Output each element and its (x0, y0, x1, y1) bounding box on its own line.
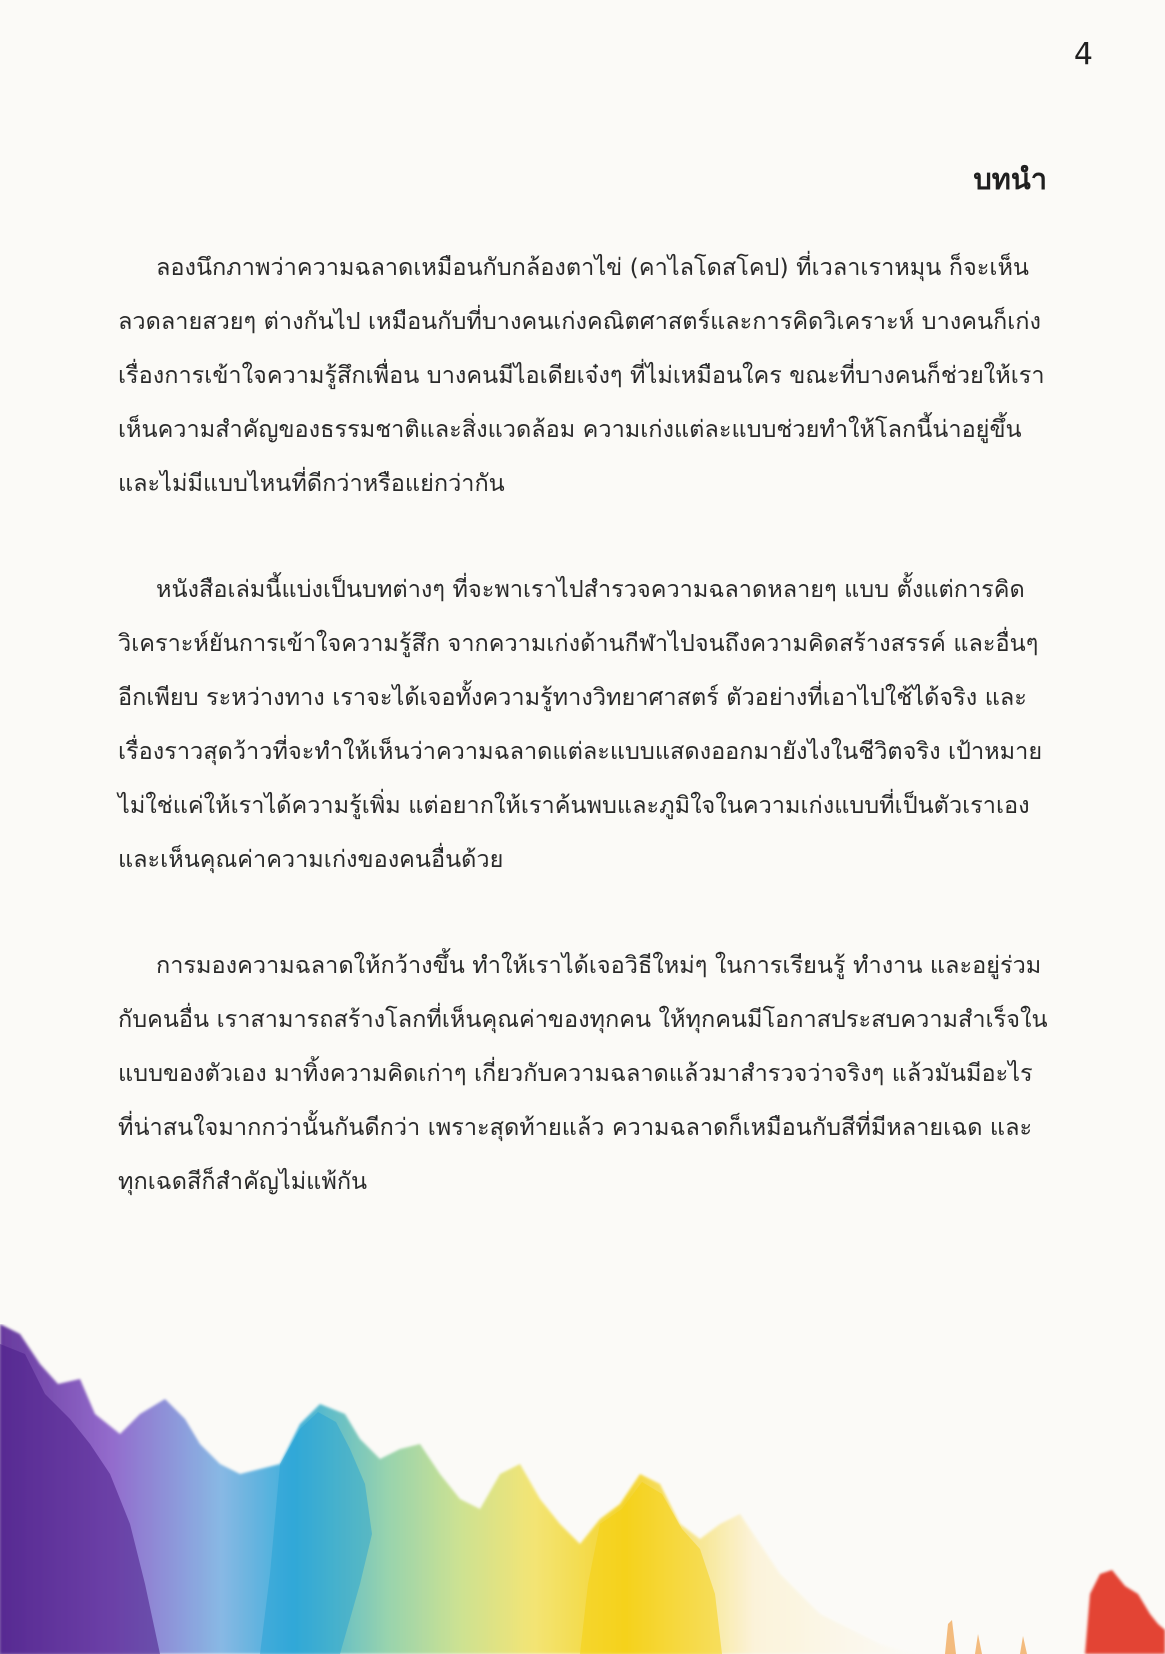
body-text (118, 240, 1048, 1260)
watercolor-decoration (0, 1324, 1165, 1654)
chapter-title: บทนำ (973, 162, 1047, 196)
watercolor-red-splash (1085, 1570, 1165, 1654)
paragraph-3: การมองความฉลาดให้กว้างขึ้น ทำให้เราได้เจอวิธีใหม่ๆ ในการเรียนรู้ ทำงาน และอยู่ร่วมกับคนอื่น เราสามารถสร้างโลกที่เห็นคุณค่าของทุกคน ให้ทุกคนมีโอกาสประสบความสำเร็จในแบบของตัวเอง มาทิ้งความคิดเก่าๆ เกี่ยวกับความฉลาดแล้วมาสำรวจว่าจริงๆ แล้วมันมีอะไรที่น่าสนใจมากกว่านั้นกันดีกว่า เพราะสุดท้ายแล้ว ความฉลาดก็เหมือนกับสีที่มีหลายเฉด และทุกเฉดสีก็สำคัญไม่แพ้กัน (118, 951, 1048, 1195)
watercolor-orange-drip (945, 1620, 1027, 1654)
page-number: 4 (1073, 37, 1093, 72)
paragraph-2: หนังสือเล่มนี้แบ่งเป็นบทต่างๆ ที่จะพาเราไปสำรวจความฉลาดหลายๆ แบบ ตั้งแต่การคิดวิเคราะห์ยันการเข้าใจความรู้สึก จากความเก่งด้านกีฬาไปจนถึงความคิดสร้างสรรค์ และอื่นๆ อีกเพียบ ระหว่างทาง เราจะได้เจอทั้งความรู้ทางวิทยาศาสตร์ ตัวอย่างที่เอาไปใช้ได้จริง และเรื่องราวสุดว้าวที่จะทำให้เห็นว่าความฉลาดแต่ละแบบแสดงออกมายังไงในชีวิตจริง เป้าหมายไม่ใช่แค่ให้เราได้ความรู้เพิ่ม แต่อยากให้เราค้นพบและภูมิใจในความเก่งแบบที่เป็นตัวเราเองและเห็นคุณค่าความเก่งของคนอื่นด้วย (118, 575, 1043, 873)
watercolor-yellow-layer (580, 1482, 722, 1654)
paragraph-1: ลองนึกภาพว่าความฉลาดเหมือนกับกล้องตาไข่ (คาไลโดสโคป) ที่เวลาเราหมุน ก็จะเห็นลวดลายสวยๆ ต่างกันไป เหมือนกับที่บางคนเก่งคณิตศาสตร์และการคิดวิเคราะห์ บางคนก็เก่งเรื่องการเข้าใจความรู้สึกเพื่อน บางคนมีไอเดียเจ๋งๆ ที่ไม่เหมือนใคร ขณะที่บางคนก็ช่วยให้เราเห็นความสำคัญของธรรมชาติและสิ่งแวดล้อม ความเก่งแต่ละแบบช่วยทำให้โลกนี้น่าอยู่ขึ้น และไม่มีแบบไหนที่ดีกว่าหรือแย่กว่ากัน (118, 253, 1045, 497)
